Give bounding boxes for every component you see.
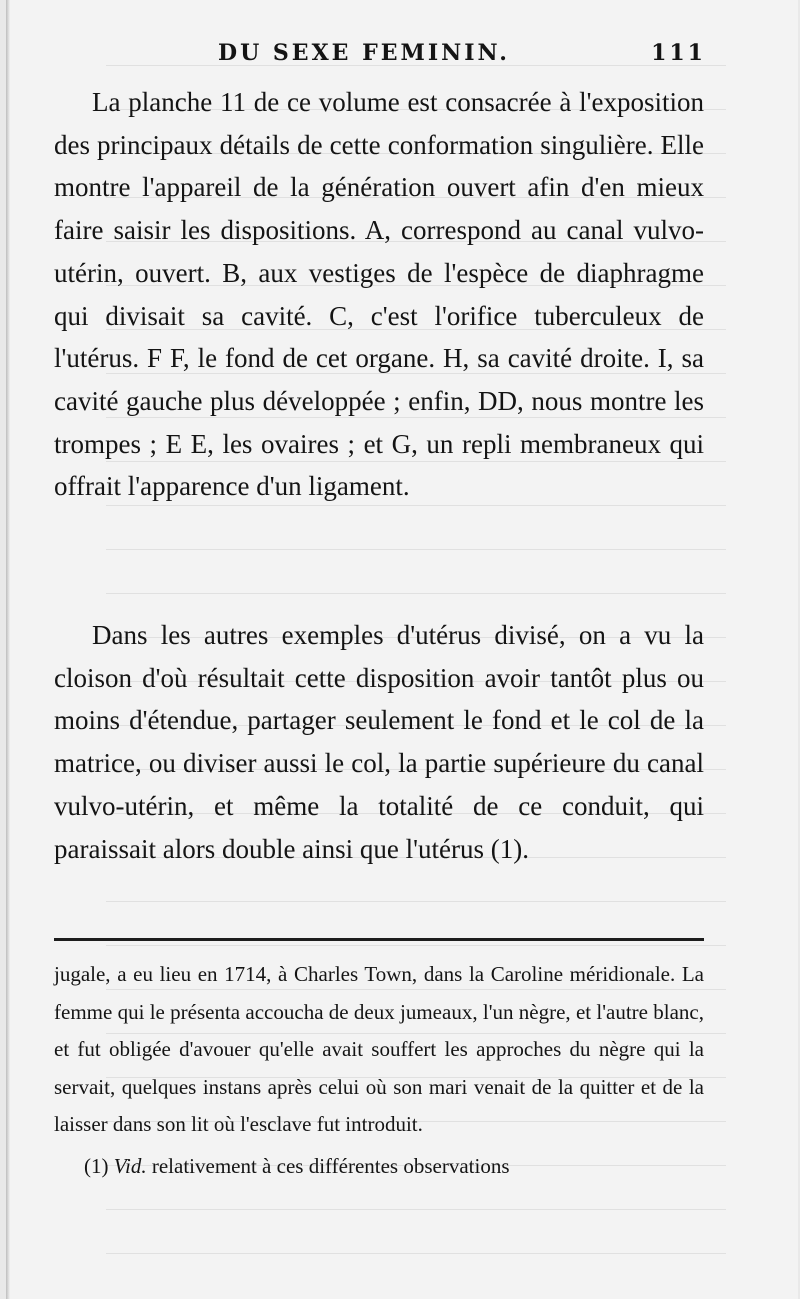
paragraph-1: La planche 11 de ce volume est consacrée à l'exposition des principaux détails de cette conformation singulière. Elle montre l'appareil de la génération ouvert afin d'en mieux faire saisir les dispositions. A, correspond au canal vulvo-utérin, ouvert. B, aux vestiges de l'espèce de diaphragme qui divisait sa cavité. C, c'est l'orifice tuberculeux de l'utérus. F F, le fond de cet organe. H, sa cavité droite. I, sa cavité gauche plus développée ; enfin, DD, nous montre les trompes ; E E, les ovaires ; et G, un repli membraneux qui offrait l'apparence d'un ligament. — [54, 87, 704, 502]
footnote-text: relativement à ces différentes observations — [151, 1153, 510, 1178]
footnote-1 — [54, 1148, 704, 1186]
book-page — [6, 0, 798, 1299]
body-text-bottom — [54, 614, 704, 870]
footnote-rule — [54, 938, 704, 941]
body-text-top — [54, 81, 704, 508]
footnote-continued: jugale, a eu lieu en 1714, à Charles Town, dans la Caroline méridionale. La femme qui le présenta accoucha de deux jumeaux, l'un nègre, et l'autre blanc, et fut obligée d'avouer qu'elle avait souffert les approches du nègre qui la servait, quelques instans après celui où son mari venait de la quitter et de la laisser dans son lit où l'esclave fut introduit. — [54, 962, 704, 1136]
footnotes — [54, 956, 704, 1185]
page-number: 111 — [651, 40, 706, 66]
footnote-marker: (1) — [84, 1153, 109, 1178]
paragraph-2: Dans les autres exemples d'utérus divisé, on a vu la cloison d'où résultait cette disposition avoir tantôt plus ou moins d'étendue, partager seulement le fond et le col de la matrice, ou diviser aussi le col, la partie supérieure du canal vulvo-utérin, et même la totalité de ce conduit, qui paraissait alors double ainsi que l'utérus (1). — [54, 620, 704, 864]
page-header — [218, 40, 706, 76]
running-title: DU SEXE FEMININ. — [218, 40, 510, 66]
footnote-abbrev: Vid. — [113, 1153, 147, 1178]
